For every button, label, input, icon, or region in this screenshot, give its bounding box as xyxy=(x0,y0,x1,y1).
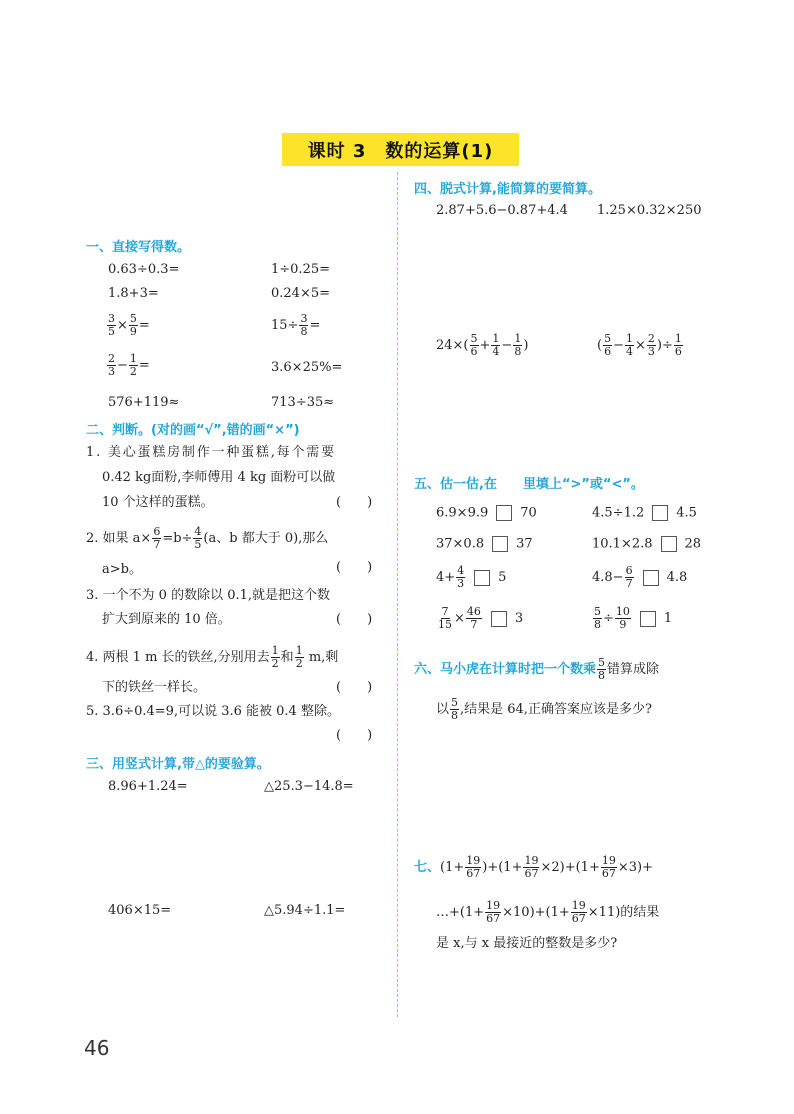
page-title: 课时 3 数的运算(1) xyxy=(282,133,519,166)
s3-item: 406×15= xyxy=(108,903,172,918)
s2-q2-line2: a>b。 xyxy=(102,562,142,577)
s5-item: $\frac{7}{15}$ × $\frac{46}{7}$ 3 xyxy=(438,605,524,631)
answer-box[interactable] xyxy=(491,611,507,627)
s1-item: 1÷0.25= xyxy=(271,262,331,277)
s1-item: 713÷35≈ xyxy=(271,395,335,410)
answer-paren[interactable]: ( ) xyxy=(336,495,373,510)
fraction: $\frac{4}{3}$ xyxy=(457,564,465,590)
section4-heading: 四、脱式计算,能简算的要简算。 xyxy=(414,182,601,197)
s5-item: 10.1×2.8 28 xyxy=(592,536,702,552)
answer-box[interactable] xyxy=(496,505,512,521)
s1-item: 0.24×5= xyxy=(271,286,331,301)
s1-item: 576+119≈ xyxy=(108,395,180,410)
section1-heading: 一、直接写得数。 xyxy=(86,240,191,255)
fraction: $\frac{6}{7}$ xyxy=(625,564,633,590)
answer-box[interactable] xyxy=(474,570,490,586)
fraction: $\frac{19}{67}$ xyxy=(601,854,616,880)
fraction: $\frac{1}{4}$ xyxy=(625,332,633,358)
fraction: $\frac{46}{7}$ xyxy=(466,605,481,631)
s1-item: 1.8+3= xyxy=(108,286,159,301)
answer-paren[interactable]: ( ) xyxy=(336,612,373,627)
s3-item: △5.94÷1.1= xyxy=(264,903,346,918)
column-divider xyxy=(397,172,398,1017)
s5-item: 4.8− $\frac{6}{7}$ 4.8 xyxy=(592,564,688,590)
answer-paren[interactable]: ( ) xyxy=(336,680,373,695)
answer-paren[interactable]: ( ) xyxy=(336,728,373,743)
s5-item: $\frac{5}{8}$ ÷ $\frac{10}{9}$ 1 xyxy=(594,605,673,631)
fraction: $\frac{19}{67}$ xyxy=(571,899,586,925)
s2-q1-line2: 0.42 kg面粉,李师傅用 4 kg 面粉可以做 xyxy=(102,470,336,485)
page-number: 46 xyxy=(84,1036,110,1060)
fraction: $\frac{1}{8}$ xyxy=(514,332,522,358)
answer-box[interactable] xyxy=(492,536,508,552)
s4-item: 2.87+5.6−0.87+4.4 xyxy=(436,203,568,218)
s1-item: 3.6×25%= xyxy=(271,360,343,375)
fraction: $\frac{7}{15}$ xyxy=(438,605,452,631)
section5-heading: 五、估一估,在 里填上“>”或“<”。 xyxy=(414,477,644,492)
s1-item: 0.63÷0.3= xyxy=(108,262,180,277)
fraction: $\frac{1}{2}$ xyxy=(129,352,137,378)
s2-q5-line1: 5. 3.6÷0.4=9,可以说 3.6 能被 0.4 整除。 xyxy=(86,704,340,719)
s5-item: 37×0.8 37 xyxy=(436,536,533,552)
s2-q1-line1: 1. 美心蛋糕房制作一种蛋糕,每个需要 xyxy=(86,445,336,460)
fraction: $\frac{1}{2}$ xyxy=(295,644,303,670)
s4-item: 24×( $\frac{5}{6}$ + $\frac{1}{4}$ − $\frac{1}{8}$ ) xyxy=(436,332,529,358)
s4-item: 1.25×0.32×250 xyxy=(597,203,702,218)
section2-heading: 二、判断。(对的画“√”,错的画“×”) xyxy=(86,423,300,438)
fraction: $\frac{2}{3}$ xyxy=(108,352,115,378)
fraction: $\frac{19}{67}$ xyxy=(524,854,539,880)
s7-line1: 七、(1+ $\frac{19}{67}$ )+(1+ $\frac{19}{67}$ ×2)+(1+ $\frac{19}{67}$ ×3)+ xyxy=(414,854,653,880)
fraction: $\frac{3}{5}$ xyxy=(108,312,115,338)
fraction: $\frac{5}{8}$ xyxy=(598,656,606,682)
fraction: $\frac{3}{8}$ xyxy=(300,312,308,338)
fraction: $\frac{19}{67}$ xyxy=(486,899,501,925)
s3-item: 8.96+1.24= xyxy=(108,779,188,794)
s1-frac-item: $\frac{3}{5}$ × $\frac{5}{9}$ = xyxy=(108,312,150,338)
s3-item: △25.3−14.8= xyxy=(264,779,354,794)
fraction: $\frac{19}{67}$ xyxy=(466,854,481,880)
s6-line1: 六、马小虎在计算时把一个数乘 $\frac{5}{8}$ 错算成除 xyxy=(414,656,660,682)
fraction: $\frac{6}{7}$ xyxy=(153,525,161,551)
s5-item: 6.9×9.9 70 xyxy=(436,505,537,521)
section3-heading: 三、用竖式计算,带△的要验算。 xyxy=(86,757,270,772)
answer-box[interactable] xyxy=(643,570,659,586)
fraction: $\frac{1}{4}$ xyxy=(492,332,500,358)
s1-frac-item: $\frac{2}{3}$ − $\frac{1}{2}$ = xyxy=(108,352,150,378)
answer-box[interactable] xyxy=(661,536,677,552)
s7-line3: 是 x,与 x 最接近的整数是多少? xyxy=(436,936,618,951)
fraction: $\frac{2}{3}$ xyxy=(647,332,655,358)
fraction: $\frac{4}{5}$ xyxy=(194,525,202,551)
fraction: $\frac{10}{9}$ xyxy=(615,605,630,631)
s6-line2: 以 $\frac{5}{8}$ ,结果是 64,正确答案应该是多少? xyxy=(436,696,652,722)
s5-item: 4.5÷1.2 4.5 xyxy=(592,505,697,521)
fraction: $\frac{5}{8}$ xyxy=(594,605,601,631)
fraction: $\frac{5}{9}$ xyxy=(129,312,137,338)
s2-q4-line2: 下的铁丝一样长。 xyxy=(102,680,207,695)
answer-box[interactable] xyxy=(640,611,656,627)
fraction: $\frac{5}{8}$ xyxy=(451,696,459,722)
s5-item: 4+ $\frac{4}{3}$ 5 xyxy=(436,564,507,590)
fraction: $\frac{1}{6}$ xyxy=(674,332,682,358)
s2-q4-line1: 4. 两根 1 m 长的铁丝,分别用去 $\frac{1}{2}$ 和 $\frac{1}{2}$ m,剩 xyxy=(86,644,339,670)
answer-paren[interactable]: ( ) xyxy=(336,560,373,575)
s7-line2: …+(1+ $\frac{19}{67}$ ×10)+(1+ $\frac{19}{67}$ ×11)的结果 xyxy=(436,899,660,925)
s2-q3-line2: 扩大到原来的 10 倍。 xyxy=(102,612,231,627)
fraction: $\frac{1}{2}$ xyxy=(271,644,279,670)
s2-q2-line1: 2. 如果 a× $\frac{6}{7}$ =b÷ $\frac{4}{5}$ (a、b 都大于 0),那么 xyxy=(86,525,329,551)
s2-q3-line1: 3. 一个不为 0 的数除以 0.1,就是把这个数 xyxy=(86,588,331,603)
s1-frac-item: 15÷ $\frac{3}{8}$ = xyxy=(271,312,321,338)
fraction: $\frac{5}{6}$ xyxy=(604,332,612,358)
fraction: $\frac{5}{6}$ xyxy=(470,332,478,358)
s2-q1-line3: 10 个这样的蛋糕。 xyxy=(102,495,214,510)
answer-box[interactable] xyxy=(652,505,668,521)
s4-item: ( $\frac{5}{6}$ − $\frac{1}{4}$ × $\frac{2}{3}$ )÷ $\frac{1}{6}$ xyxy=(597,332,682,358)
